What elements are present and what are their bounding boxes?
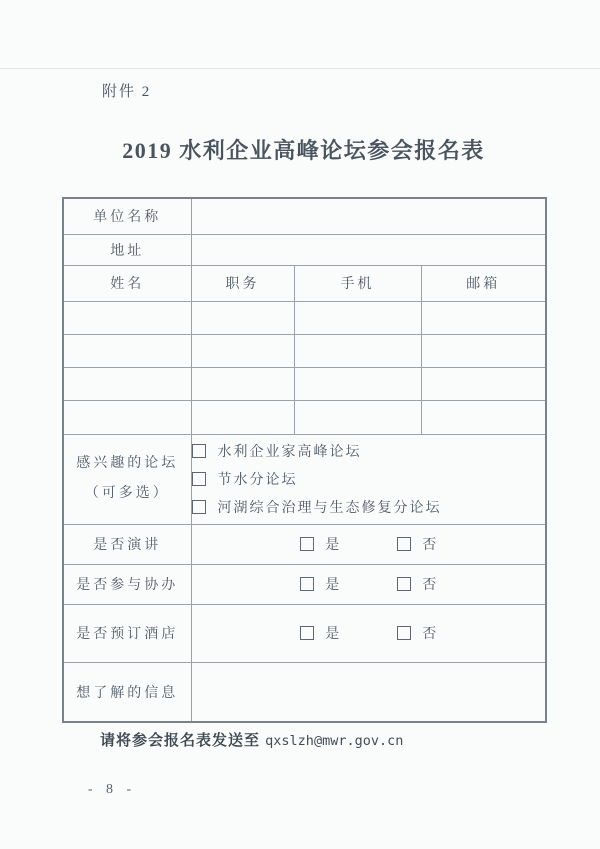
yes-option	[300, 534, 339, 554]
cohost-choice-cell	[191, 564, 546, 604]
empty-cell	[191, 400, 294, 434]
empty-cell	[63, 334, 191, 367]
table-row-address	[63, 234, 546, 265]
table-row-attendee-4	[63, 400, 546, 434]
yes-option	[300, 623, 339, 643]
checkbox-icon	[397, 626, 411, 640]
yes-option	[300, 574, 339, 594]
column-header-mobile: 手机	[294, 265, 421, 301]
forum-options-cell	[191, 434, 546, 524]
no-label: 否	[422, 538, 437, 553]
table-row-speak	[63, 524, 546, 564]
table-row-attendee-1	[63, 301, 546, 334]
hotel-choice-cell	[191, 604, 546, 662]
registration-form-table	[62, 197, 547, 723]
address-label: 地址	[63, 234, 191, 265]
no-option	[397, 534, 436, 554]
table-row-attendee-3	[63, 367, 546, 400]
checkbox-icon	[397, 577, 411, 591]
page-number: - 8 -	[87, 782, 137, 797]
empty-cell	[421, 334, 546, 367]
hotel-label: 是否预订酒店	[63, 604, 191, 662]
column-header-name: 姓名	[63, 265, 191, 301]
empty-cell	[191, 334, 294, 367]
footer-email: qxslzh@mwr.gov.cn	[265, 733, 404, 749]
speak-label: 是否演讲	[63, 524, 191, 564]
table-row-cohost	[63, 564, 546, 604]
empty-cell	[63, 400, 191, 434]
checkbox-icon	[192, 472, 206, 486]
speak-choice-cell	[191, 524, 546, 564]
empty-cell	[63, 301, 191, 334]
yes-label: 是	[325, 627, 340, 642]
page-title: 2019 水利企业高峰论坛参会报名表	[122, 138, 485, 163]
checkbox-icon	[300, 577, 314, 591]
unit-name-value-cell	[191, 198, 546, 234]
forums-label	[63, 434, 191, 524]
forums-label-line2: （可多选）	[84, 486, 170, 501]
empty-cell	[421, 367, 546, 400]
table-row-column-headers	[63, 265, 546, 301]
info-label: 想了解的信息	[63, 662, 191, 722]
empty-cell	[294, 367, 421, 400]
table-row-unit-name	[63, 198, 546, 234]
table-row-info	[63, 662, 546, 722]
no-label: 否	[422, 578, 437, 593]
cohost-label: 是否参与协办	[63, 564, 191, 604]
column-header-email: 邮箱	[421, 265, 546, 301]
table-row-attendee-2	[63, 334, 546, 367]
checkbox-icon	[397, 537, 411, 551]
forum-option-3	[192, 493, 546, 521]
no-option	[397, 623, 436, 643]
checkbox-icon	[300, 537, 314, 551]
attachment-label: 附件 2	[102, 84, 152, 100]
forum-option-label: 节水分论坛	[217, 473, 298, 488]
forum-option-label: 河湖综合治理与生态修复分论坛	[217, 501, 442, 516]
info-value-cell	[191, 662, 546, 722]
footer-note-text: 请将参会报名表发送至	[100, 732, 266, 749]
checkbox-icon	[300, 626, 314, 640]
empty-cell	[191, 367, 294, 400]
checkbox-icon	[192, 500, 206, 514]
checkbox-icon	[192, 444, 206, 458]
column-header-position: 职务	[191, 265, 294, 301]
empty-cell	[63, 367, 191, 400]
table-row-hotel	[63, 604, 546, 662]
empty-cell	[421, 400, 546, 434]
forum-option-1	[192, 437, 546, 465]
no-option	[397, 574, 436, 594]
empty-cell	[294, 334, 421, 367]
forums-label-line1: 感兴趣的论坛	[76, 456, 179, 471]
address-value-cell	[191, 234, 546, 265]
forum-option-label: 水利企业家高峰论坛	[217, 445, 362, 460]
empty-cell	[294, 301, 421, 334]
no-label: 否	[422, 627, 437, 642]
scan-artifact-line	[0, 68, 600, 69]
unit-name-label: 单位名称	[63, 198, 191, 234]
yes-label: 是	[325, 538, 340, 553]
forum-option-2	[192, 465, 546, 493]
footer-note	[100, 729, 403, 750]
empty-cell	[294, 400, 421, 434]
table-row-forums	[63, 434, 546, 524]
yes-label: 是	[325, 578, 340, 593]
empty-cell	[421, 301, 546, 334]
empty-cell	[191, 301, 294, 334]
